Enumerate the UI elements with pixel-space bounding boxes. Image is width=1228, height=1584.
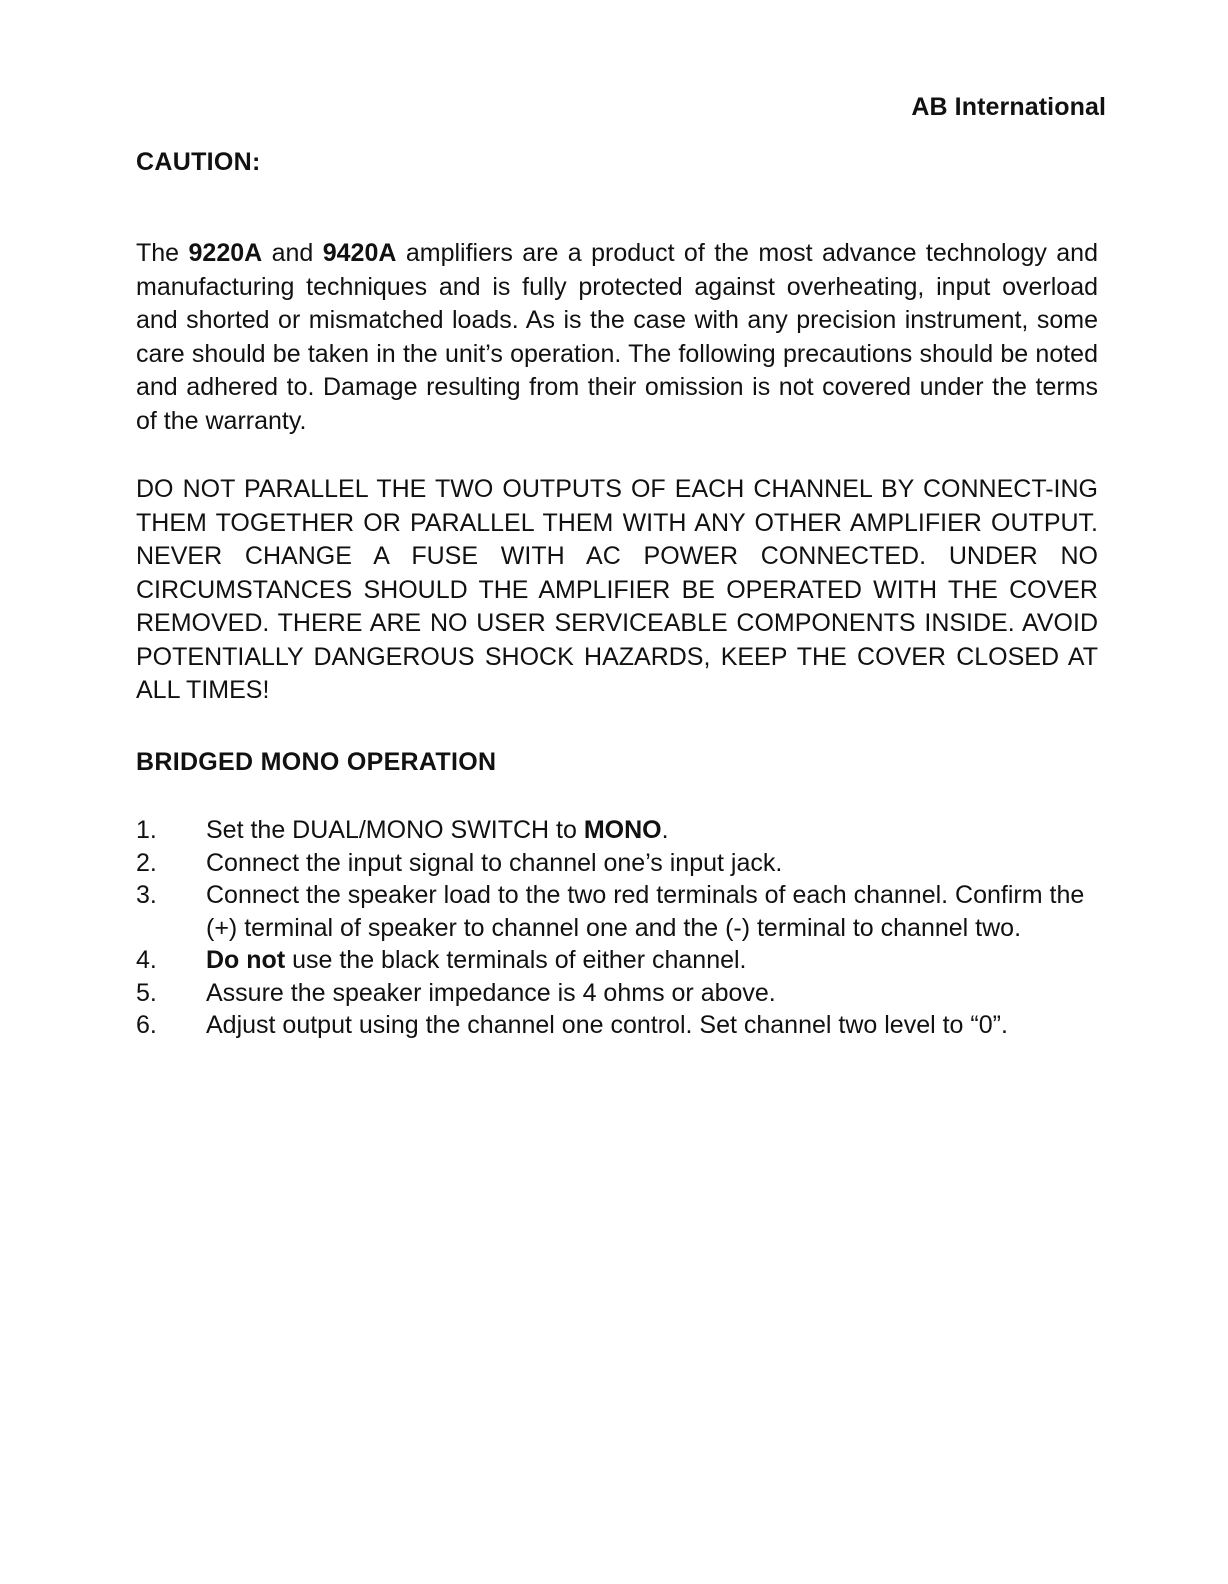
step-number: 6.: [136, 1011, 157, 1039]
step-text: Connect the input signal to channel one’s input jack.: [206, 848, 783, 877]
caution-intro-paragraph: [136, 237, 1098, 438]
step-number: 4.: [136, 946, 157, 974]
step-text: Assure the speaker impedance is 4 ohms or above.: [206, 978, 776, 1007]
intro-text-2: and: [262, 239, 323, 267]
step-item: [136, 944, 1098, 977]
intro-text-1: The: [136, 239, 189, 267]
step-number: 5.: [136, 978, 157, 1007]
step-number: 1.: [136, 816, 157, 844]
step-number: 3.: [136, 881, 157, 909]
step-item: [136, 879, 1098, 944]
caution-warning-paragraph: DO NOT PARALLEL THE TWO OUTPUTS OF EACH CHANNEL BY CONNECT-ING THEM TOGETHER OR PARALLEL THEM WITH ANY OTHER AMPLIFIER OUTPUT. NEVER CHANGE A FUSE WITH AC POWER CONNECTED. UNDER NO CIRCUMSTANCES SHOULD THE AMPLIFIER BE OPERATED WITH THE COVER REMOVED. THERE ARE NO USER SERVICEABLE COMPONENTS INSIDE. AVOID POTENTIALLY DANGEROUS SHOCK HAZARDS, KEEP THE COVER CLOSED AT ALL TIMES!: [136, 475, 1098, 704]
step-item: [136, 977, 1098, 1010]
company-name: AB International: [911, 93, 1106, 121]
intro-text-3: amplifiers are a product of the most advance technology and manufacturing techniques and is fully protected against overheating, input overload and shorted or mismatched loads. As is the case with any precision instrument, some care should be taken in the unit’s operation. The following precautions should be noted and adhered to. Damage resulting from their omission is not covered under the terms of the warranty.: [136, 239, 1098, 435]
model-9420a: 9420A: [322, 239, 397, 267]
step-text: Connect the speaker load to the two red terminals of each channel. Confirm the (+) terminal of speaker to channel one and the (-) terminal to channel two.: [206, 881, 1085, 942]
model-9220a: 9220A: [188, 239, 263, 267]
bridged-steps-list: [136, 814, 1098, 1042]
step-emphasis: MONO: [583, 816, 662, 844]
step-item: [136, 1009, 1098, 1042]
bridged-mono-heading: BRIDGED MONO OPERATION: [136, 748, 497, 776]
step-number: 2.: [136, 848, 157, 877]
step-text: Adjust output using the channel one control. Set channel two level to “0”.: [206, 1011, 1008, 1039]
step-text: .: [661, 816, 669, 844]
step-text: use the black terminals of either channel.: [285, 946, 747, 974]
step-emphasis: Do not: [206, 946, 286, 974]
step-item: [136, 847, 1098, 880]
step-text: Set the DUAL/MONO SWITCH to: [206, 816, 584, 844]
caution-heading: CAUTION:: [136, 148, 261, 176]
step-item: [136, 814, 1098, 847]
